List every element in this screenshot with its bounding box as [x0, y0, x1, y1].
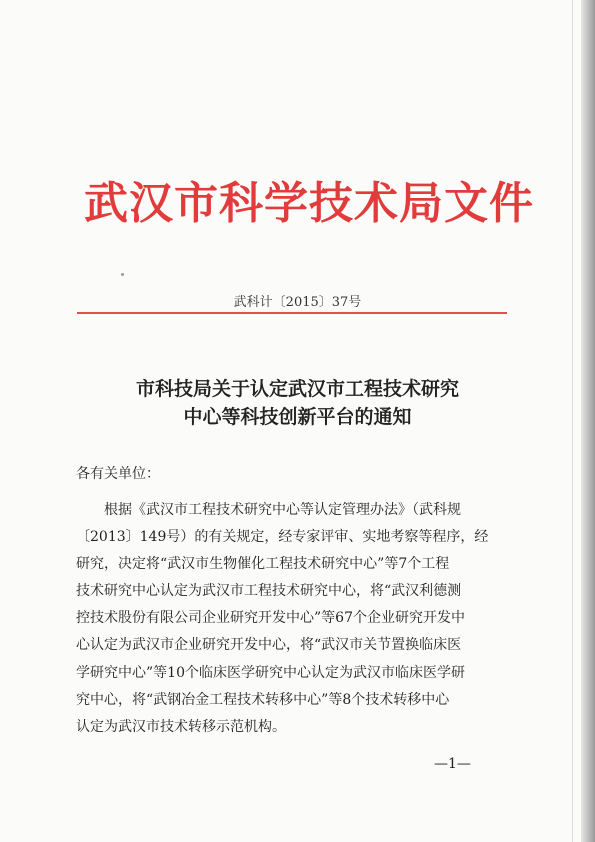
- notice-title: [0, 375, 595, 431]
- body-line: 控技术股份有限公司企业研究开发中心”等67个企业研究开发中: [76, 610, 465, 627]
- body-line: 认定为武汉市技术转移示范机构。: [76, 718, 286, 735]
- body-line: 研究，决定将“武汉市生物催化工程技术研究中心”等7个工程: [76, 556, 450, 573]
- notice-title-line: 中心等科技创新平台的通知: [183, 406, 412, 428]
- body-line: 学研究中心”等10个临床医学研究中心认定为武汉市临床医学研: [76, 664, 465, 681]
- body-line: 〔2013〕149号）的有关规定，经专家评审、实地考察等程序，经: [76, 529, 489, 546]
- body-line: 究中心，将“武钢冶金工程技术转移中心”等8个技术转移中心: [76, 691, 450, 708]
- red-divider-rule: [77, 312, 507, 314]
- body-line: 心认定为武汉市企业研究开发中心，将“武汉市关节置换临床医: [76, 637, 462, 654]
- page-number: —1—: [434, 756, 471, 772]
- document-number: 武科计〔2015〕37号: [233, 295, 362, 310]
- document-header-title: 武汉市科学技术局文件: [84, 178, 534, 229]
- scan-speck: [121, 273, 124, 276]
- body-line: 根据《武汉市工程技术研究中心等认定管理办法》（武科规: [104, 502, 461, 518]
- notice-body: [76, 497, 516, 741]
- salutation: 各有关单位：: [76, 466, 160, 482]
- notice-title-line: 市科技局关于认定武汉市工程技术研究: [135, 378, 459, 400]
- body-line: 技术研究中心认定为武汉市工程技术研究中心，将“武汉利德测: [76, 583, 462, 600]
